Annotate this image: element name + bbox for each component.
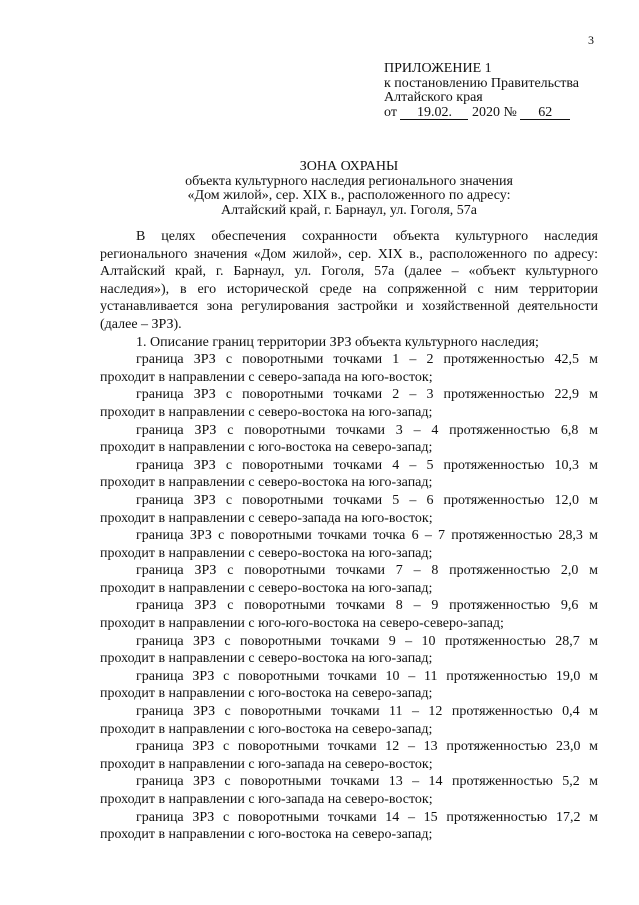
boundary-segment-text: граница ЗРЗ с поворотными точками 8 – 9 протяженностью 9,6 м [136,598,598,614]
boundary-item [100,457,598,492]
boundary-direction-text: проходит в направлении с северо-востока на юго-запад; [100,545,433,561]
boundary-segment-text: граница ЗРЗ с поворотными точками 1 – 2 протяженностью 42,5 м [136,352,598,368]
appendix-block [384,62,579,120]
heading-line-1: объекта культурного наследия регионального значения [185,173,513,189]
boundary-segment-text: граница ЗРЗ с поворотными точками 9 – 10 протяженностью 28,7 м [136,633,598,649]
boundary-direction-text: проходит в направлении с северо-запада на юго-восток; [100,510,433,526]
boundary-item [100,527,598,562]
boundary-direction-text: проходит в направлении с северо-востока на юго-запад; [100,651,433,667]
boundary-item [100,386,598,421]
boundary-segment-text: граница ЗРЗ с поворотными точками 2 – 3 протяженностью 22,9 м [136,387,598,403]
boundary-segment-text: граница ЗРЗ с поворотными точками 7 – 8 протяженностью 2,0 м [136,563,598,579]
boundary-direction-text: проходит в направлении с юго-востока на северо-запад; [100,721,433,737]
appendix-resolution-line: к постановлению Правительства [384,75,580,91]
appendix-region-line: Алтайского края [384,90,483,105]
page-number: 3 [588,33,594,47]
boundary-item [100,809,598,844]
boundary-item [100,422,598,457]
boundary-direction-text: проходит в направлении с юго-востока на северо-запад; [100,827,433,843]
boundary-segment-text: граница ЗРЗ с поворотными точками точка 6 – 7 протяженностью 28,3 м [136,528,598,544]
boundary-direction-text: проходит в направлении с юго-востока на северо-запад; [100,686,433,702]
section-1-heading: 1. Описание границ территории ЗРЗ объекта культурного наследия; [136,334,539,350]
boundary-item [100,773,598,808]
boundary-direction-text: проходит в направлении с юго-запада на северо-восток; [100,756,433,772]
boundary-item [100,668,598,703]
boundary-direction-text: проходит в направлении с юго-востока на северо-запад; [100,440,433,456]
boundary-direction-text: проходит в направлении с северо-востока на юго-запад; [100,475,433,491]
boundary-item [100,562,598,597]
boundary-item [100,597,598,632]
boundary-direction-text: проходит в направлении с северо-востока на юго-запад; [100,404,433,420]
boundary-segment-text: граница ЗРЗ с поворотными точками 13 – 14 протяженностью 5,2 м [136,774,598,790]
boundary-segment-text: граница ЗРЗ с поворотными точками 12 – 13 протяженностью 23,0 м [136,739,598,755]
boundary-segment-text: граница ЗРЗ с поворотными точками 14 – 15 протяженностью 17,2 м [136,809,598,825]
heading-line-3: Алтайский край, г. Барнаул, ул. Гоголя, 57а [221,202,477,218]
resolution-number: 62 [520,106,570,120]
boundary-direction-text: проходит в направлении с юго-юго-востока на северо-северо-запад; [100,616,504,632]
boundary-item [100,633,598,668]
heading-line-2: «Дом жилой», сер. XIX в., расположенного по адресу: [187,188,511,203]
boundary-item [100,703,598,738]
appendix-date-line [384,106,579,121]
boundary-direction-text: проходит в направлении с северо-запада на юго-восток; [100,369,433,385]
document-body [100,228,598,844]
resolution-year: 2020 № [471,104,517,120]
boundary-direction-text: проходит в направлении с юго-запада на северо-восток; [100,792,433,807]
from-label: от [384,104,397,120]
boundary-segment-text: граница ЗРЗ с поворотными точками 4 – 5 протяженностью 10,3 м [136,457,598,473]
boundary-item [100,738,598,773]
document-heading [100,160,598,218]
resolution-date: 19.02. [400,106,468,120]
boundary-item [100,351,598,386]
appendix-title: ПРИЛОЖЕНИЕ 1 [384,61,492,76]
boundary-segment-text: граница ЗРЗ с поворотными точками 10 – 11 протяженностью 19,0 м [136,668,598,684]
boundary-segment-text: граница ЗРЗ с поворотными точками 3 – 4 протяженностью 6,8 м [136,422,598,438]
boundary-list [100,351,598,844]
heading-title: ЗОНА ОХРАНЫ [299,159,399,174]
intro-paragraph: В целях обеспечения сохранности объекта культурного наследия регионального значения «Дом жилой», сер. XIX в., расположенного по адресу: Алтайский край, г. Барнаул, ул. Гоголя, 57а (далее – «объект культурного наследия»), в его исторической среде на сопряженной с ним территории устанавливается зона регулирования застройки и хозяйственной деятельности (далее – ЗРЗ). [100,229,598,332]
boundary-segment-text: граница ЗРЗ с поворотными точками 5 – 6 протяженностью 12,0 м [136,492,598,508]
boundary-segment-text: граница ЗРЗ с поворотными точками 11 – 12 протяженностью 0,4 м [136,704,598,720]
boundary-direction-text: проходит в направлении с северо-востока на юго-запад; [100,580,433,596]
boundary-item [100,492,598,527]
